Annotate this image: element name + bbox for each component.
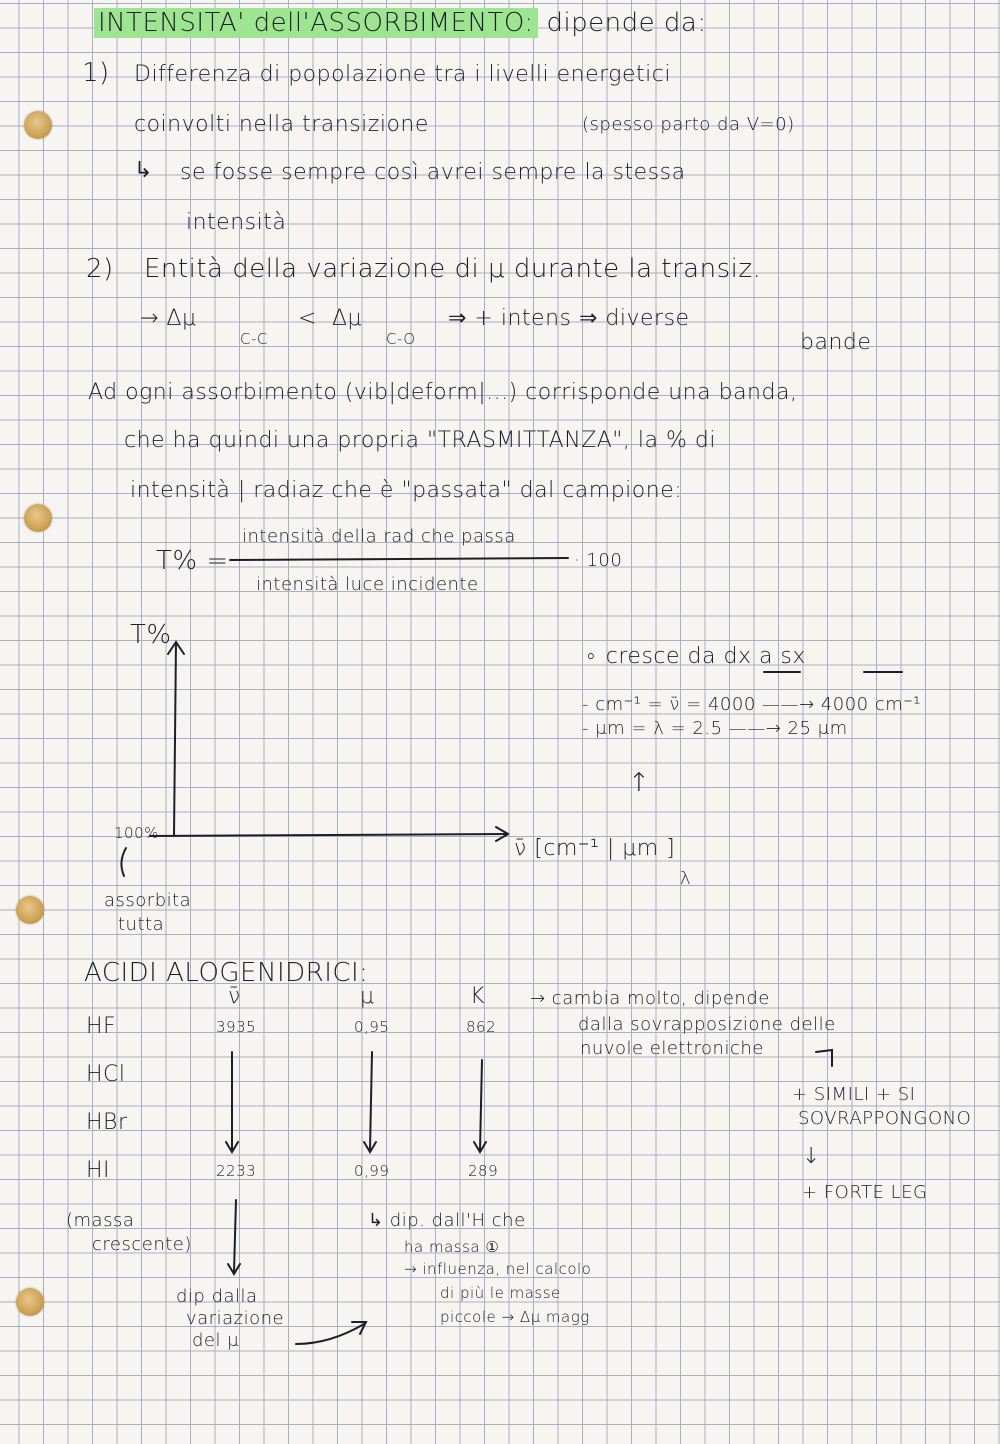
title-tail: dipende da:	[546, 8, 707, 38]
acids-forte: + FORTE LEG	[802, 1182, 928, 1203]
graph-100-curl	[121, 848, 126, 876]
graph-note-1: - cm⁻¹ = ν̄ = 4000 ——→ 4000 cm⁻¹	[582, 694, 921, 715]
transmittance-line1: Ad ogni assorbimento (vib|deform|...) corrisponde una banda,	[88, 380, 798, 405]
k-column-arrow	[480, 1060, 482, 1150]
graph-tick-100: 100%	[114, 824, 159, 842]
transmittance-line3: intensità | radiaz che è "passata" dal campione:	[130, 478, 683, 503]
point2-delta2: Δμ	[332, 306, 363, 331]
point2-bande: bande	[800, 330, 872, 355]
point1-line2: coinvolti nella transizione	[134, 112, 429, 137]
acid-row-hf-name: HF	[86, 1014, 117, 1039]
acids-simili-1: + SIMILI + SI	[792, 1084, 916, 1105]
acids-mu-note-3: → influenza, nel calcolo	[404, 1260, 592, 1278]
acids-mu-note-1: ↳ dip. dall'H che	[368, 1210, 526, 1231]
point1-arrow-mark: ↳	[134, 158, 153, 183]
graph-up-arrow: ↑	[628, 768, 651, 798]
acids-mass-note-2: crescente)	[92, 1234, 192, 1255]
point1-note: (spesso parto da V=0)	[582, 114, 795, 135]
formula-fraction-line	[230, 558, 568, 560]
title-highlight: INTENSITA' dell'ASSORBIMENTO:	[94, 8, 538, 38]
acids-k-note-2: dalla sovrapposizione delle	[578, 1014, 836, 1035]
point2-number: 2)	[86, 254, 114, 284]
point2-sub2: C-O	[386, 330, 416, 348]
acid-row-hi-mu: 0,99	[354, 1162, 390, 1180]
acids-mass-note-1: (massa	[66, 1210, 135, 1231]
acids-down-arrow: ↓	[802, 1144, 821, 1169]
v-down-arrow	[234, 1200, 236, 1272]
graph-note-head: ∘ cresce da dx a sx	[584, 644, 806, 669]
acid-row-hcl-name: HCl	[86, 1062, 126, 1087]
graph-x-label: ν̄ [cm⁻¹ | μm ]	[514, 836, 676, 861]
acids-v-note-2: variazione	[186, 1308, 285, 1329]
acids-title: ACIDI ALOGENIDRICI:	[84, 958, 369, 988]
point1-number: 1)	[82, 58, 110, 88]
acids-v-note-3: del μ	[192, 1330, 240, 1351]
formula-multiplier: · 100	[574, 550, 623, 571]
acids-v-note-1: dip dalla	[176, 1286, 258, 1307]
point2-lt: <	[298, 306, 317, 331]
acids-mu-note-5: piccole → Δμ magg	[440, 1308, 590, 1326]
v-to-mu-curved-arrow	[296, 1324, 364, 1344]
acids-col-k: K	[470, 984, 485, 1009]
formula-denominator: intensità luce incidente	[256, 574, 479, 595]
point1-line4: intensità	[186, 210, 287, 235]
point1-arrow-text: se fosse sempre così avrei sempre la stessa	[180, 160, 686, 185]
formula-lhs: T% =	[156, 546, 229, 576]
acid-row-hf-v: 3935	[216, 1018, 257, 1036]
transmittance-line2: che ha quindi una propria "TRASMITTANZA", la % di	[124, 428, 716, 453]
mu-column-arrow	[370, 1052, 372, 1150]
graph-below-1: assorbita	[104, 890, 192, 911]
graph-lambda: λ	[680, 868, 692, 889]
formula-numerator: intensità della rad che passa	[242, 526, 516, 547]
acid-row-hi-name: HI	[86, 1158, 111, 1183]
point1-line1: Differenza di popolazione tra i livelli energetici	[134, 62, 671, 87]
graph-x-axis	[150, 834, 506, 836]
acids-k-note-1: → cambia molto, dipende	[530, 988, 770, 1009]
graph-below-2: tutta	[118, 914, 165, 935]
acids-k-note-3: nuvole elettroniche	[580, 1038, 764, 1059]
acid-row-hf-mu: 0,95	[354, 1018, 390, 1036]
point2-implies: ⇒ + intens ⇒ diverse	[448, 306, 690, 331]
acid-row-hi-v: 2233	[216, 1162, 257, 1180]
graph-y-axis	[174, 642, 176, 836]
acid-row-hbr-name: HBr	[86, 1110, 128, 1135]
acid-row-hi-k: 289	[468, 1162, 499, 1180]
graph-note-2: - μm = λ = 2.5 ——→ 25 μm	[582, 718, 848, 739]
acid-row-hf-k: 862	[466, 1018, 497, 1036]
acids-mu-note-4: di più le masse	[440, 1284, 561, 1302]
point2-comparison: → Δμ	[140, 306, 197, 331]
acids-col-mu: μ	[360, 984, 375, 1009]
acids-col-v: ν̄	[228, 984, 241, 1009]
acids-mu-note-2: ha massa ①	[404, 1238, 500, 1256]
acids-simili-2: SOVRAPPONGONO	[798, 1108, 972, 1129]
point2-sub1: C-C	[240, 330, 268, 348]
graph-y-label: T%	[130, 620, 172, 650]
point2-line1: Entità della variazione di μ durante la transiz.	[144, 254, 762, 284]
k-note-bracket	[816, 1050, 832, 1066]
